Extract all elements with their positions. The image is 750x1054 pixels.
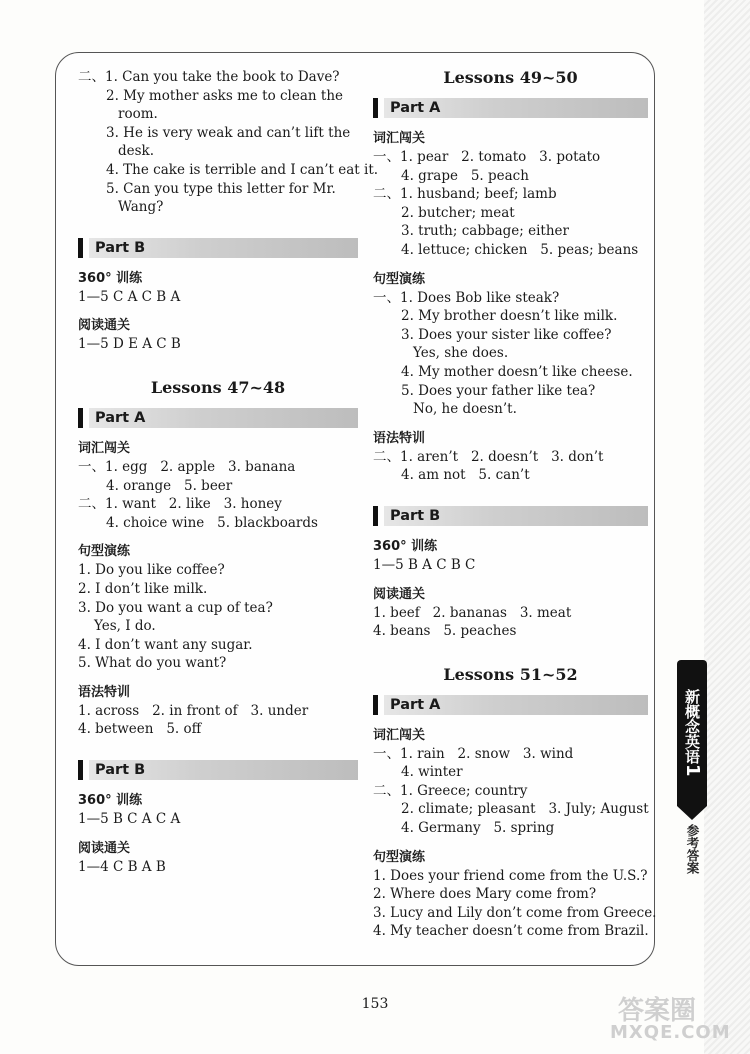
answer-line: 一、1. egg 2. apple 3. banana	[78, 458, 296, 475]
part-marker	[373, 695, 378, 715]
subheading: 360° 训练	[78, 793, 143, 809]
vocab-answers	[373, 148, 648, 260]
lesson-title: Lessons 49~50	[443, 68, 578, 87]
part-a-header	[373, 694, 648, 716]
lesson-title: Lessons 47~48	[150, 377, 286, 397]
subheading: 词汇闯关	[373, 727, 426, 743]
answer-line: 1—5 B C A C A	[78, 811, 181, 828]
answer-line: 4. winter	[401, 764, 463, 781]
answer-line: 二、1. aren’t 2. doesn’t 3. don’t	[373, 448, 604, 465]
part-title: Part A	[89, 408, 358, 428]
subheading: 阅读通关	[78, 840, 131, 856]
sentence-answers	[373, 289, 648, 419]
page-edge-texture	[704, 0, 750, 1054]
answer-line: Yes, I do.	[94, 618, 156, 635]
answer-line: 4. I don’t want any sugar.	[78, 636, 253, 653]
part-title: Part B	[384, 506, 648, 526]
part-b-header	[373, 505, 648, 527]
part-b-header	[78, 759, 358, 781]
answer-line: 4. lettuce; chicken 5. peas; beans	[401, 241, 639, 258]
vocab-answers	[373, 745, 648, 838]
answer-line: 1. beef 2. bananas 3. meat	[373, 604, 572, 621]
subheading: 句型演练	[78, 544, 131, 560]
side-reference-label: 参考答案	[685, 824, 700, 874]
subheading: 语法特训	[373, 430, 426, 446]
side-tab-arrow	[677, 806, 707, 820]
answer-line: 3. Do you want a cup of tea?	[78, 599, 273, 616]
answer-line: 4. orange 5. beer	[106, 477, 233, 494]
section-2-answers	[78, 68, 379, 217]
answer-line: 3. Does your sister like coffee?	[401, 326, 612, 343]
answer-line: 1. Does your friend come from the U.S.?	[373, 867, 648, 884]
side-tab-title: 新概念英语	[683, 689, 701, 765]
answer-line: 二、1. husband; beef; lamb	[373, 186, 557, 203]
grammar-answers	[373, 448, 648, 485]
answer-line: Wang?	[118, 199, 164, 216]
subheading: 360° 训练	[373, 538, 438, 554]
answer-line: 1. Do you like coffee?	[78, 562, 225, 579]
part-marker	[78, 408, 83, 428]
answer-line: 3. truth; cabbage; either	[401, 223, 569, 240]
grammar-answers	[78, 702, 358, 739]
answer-line: 4. The cake is terrible and I can’t eat it.	[106, 161, 379, 178]
answer-line: 2. I don’t like milk.	[78, 580, 208, 597]
subheading: 阅读通关	[78, 318, 131, 334]
answer-line: 2. Where does Mary come from?	[373, 886, 597, 903]
answer-line: 2. climate; pleasant 3. July; August	[401, 801, 649, 818]
answer-line: 4. choice wine 5. blackboards	[106, 514, 318, 531]
answer-line: 2. My brother doesn’t like milk.	[401, 308, 618, 325]
answer-line: 5. Can you type this letter for Mr.	[106, 180, 336, 197]
side-tab-number: 1	[682, 764, 703, 777]
part-title: Part A	[384, 98, 648, 118]
part-marker	[373, 506, 378, 526]
answer-line: 4. grape 5. peach	[401, 167, 529, 184]
answer-line: 1—4 C B A B	[78, 858, 166, 875]
answer-line: 3. He is very weak and can’t lift the	[106, 124, 351, 141]
watermark	[596, 990, 746, 1050]
subheading: 句型演练	[373, 849, 426, 865]
watermark-url: MXQE.COM	[610, 1022, 731, 1043]
answer-line: 4. Germany 5. spring	[401, 820, 555, 837]
side-tab	[677, 660, 707, 806]
answer-line: 2. My mother asks me to clean the	[106, 87, 344, 104]
subheading: 词汇闯关	[78, 440, 131, 456]
part-a-header	[373, 97, 648, 119]
right-column	[373, 68, 657, 941]
reading-answers	[373, 604, 648, 641]
subheading: 360° 训练	[78, 270, 143, 286]
answer-line: 4. am not 5. can’t	[401, 467, 530, 484]
answer-line: desk.	[118, 143, 155, 160]
answer-line: 1—5 D E A C B	[78, 336, 181, 353]
part-title: Part A	[384, 695, 648, 715]
answer-line: 4. beans 5. peaches	[373, 623, 517, 640]
answer-line: room.	[118, 106, 158, 123]
answer-line: 4. My mother doesn’t like cheese.	[401, 363, 633, 380]
part-b-header	[78, 237, 358, 259]
answer-line: 5. Does your father like tea?	[401, 382, 596, 399]
answer-line: No, he doesn’t.	[413, 401, 517, 418]
answer-line: 1—5 C A C B A	[78, 288, 181, 305]
vocab-answers	[78, 458, 358, 532]
answer-line: 1—5 B A C B C	[373, 556, 476, 573]
subheading: 阅读通关	[373, 586, 426, 602]
sentence-answers	[373, 867, 657, 941]
part-marker	[78, 238, 83, 258]
part-marker	[373, 98, 378, 118]
answer-line: 二、1. Can you take the book to Dave?	[78, 69, 340, 85]
answer-line: 5. What do you want?	[78, 655, 227, 672]
answer-line: Yes, she does.	[413, 345, 509, 362]
subheading: 句型演练	[373, 271, 426, 287]
part-a-header	[78, 407, 358, 429]
answer-line: 2. butcher; meat	[401, 204, 515, 221]
watermark-text: 答案圈	[618, 996, 697, 1026]
answer-line: 一、1. rain 2. snow 3. wind	[373, 745, 574, 762]
answer-line: 4. between 5. off	[78, 721, 202, 738]
answer-line: 1. across 2. in front of 3. under	[78, 702, 309, 719]
part-title: Part B	[89, 238, 358, 258]
subheading: 词汇闯关	[373, 131, 426, 146]
left-column	[78, 68, 379, 876]
answer-line: 一、1. Does Bob like steak?	[373, 289, 560, 306]
page-number: 153	[361, 996, 389, 1012]
part-marker	[78, 760, 83, 780]
answer-line: 二、1. Greece; country	[373, 782, 528, 799]
answer-line: 二、1. want 2. like 3. honey	[78, 496, 282, 513]
answer-line: 4. My teacher doesn’t come from Brazil.	[373, 923, 649, 940]
answer-line: 一、1. pear 2. tomato 3. potato	[373, 149, 601, 165]
subheading: 语法特训	[78, 684, 131, 700]
answer-line: 3. Lucy and Lily don’t come from Greece.	[373, 904, 657, 921]
lesson-title: Lessons 51~52	[443, 664, 578, 684]
sentence-answers	[78, 561, 358, 673]
part-title: Part B	[89, 760, 358, 780]
